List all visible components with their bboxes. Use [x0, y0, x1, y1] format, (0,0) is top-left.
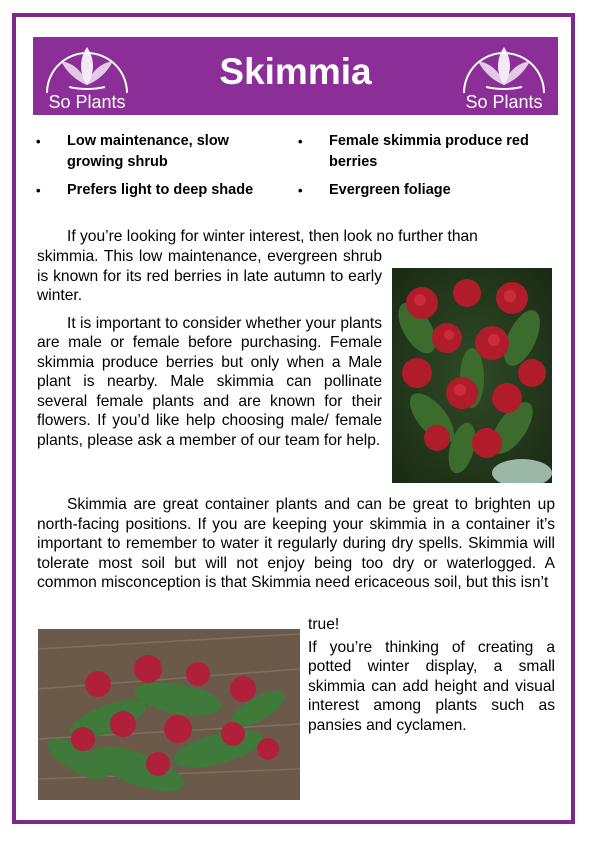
header-banner — [33, 37, 558, 115]
bullet-icon: • — [36, 183, 41, 198]
skimmia-shrub-photo — [38, 629, 300, 800]
page-title: Skimmia — [219, 51, 372, 92]
leaf-logo-icon — [456, 37, 552, 97]
paragraph-container: Skimmia are great container plants and can be great to brighten up north-facing positions. If you are keeping your skimmia in a container it’s important to remember to water it regularly during dry spells. Skimmia will tolerate most soil but will not enjoy being too dry or waterlogged. A common misconception is that Skimmia need ericaceous soil, but this isn’t — [37, 496, 555, 591]
logo-text: So Plants — [465, 92, 543, 112]
paragraph-intro: If you’re looking for winter interest, then look no further than — [67, 228, 478, 245]
bullet-icon: • — [298, 183, 303, 198]
paragraph-column-bottom: true! If you’re thinking of creating a potted winter display, a small skimmia can add height and visual interest among plants such as pansies and cyclamen. — [308, 616, 555, 734]
bullet-icon: • — [36, 134, 41, 149]
so-plants-logo-right — [456, 37, 552, 115]
bullet-icon: • — [298, 134, 303, 149]
paragraph-column-top: skimmia. This low maintenance, evergreen shrub is known for its red berries in late autumn to early winter. It is important to consider whether your plants are male or female before purchasing. Female skimmia produce berries but only when a Male plant is nearby. Male skimmia can pollinate several female plants and are known for their flowers. If you’d like help choosing male/ female plants, please ask a member of our team for help. — [37, 248, 382, 449]
logo-text: So Plants — [48, 92, 126, 112]
skimmia-berries-photo — [392, 268, 552, 483]
